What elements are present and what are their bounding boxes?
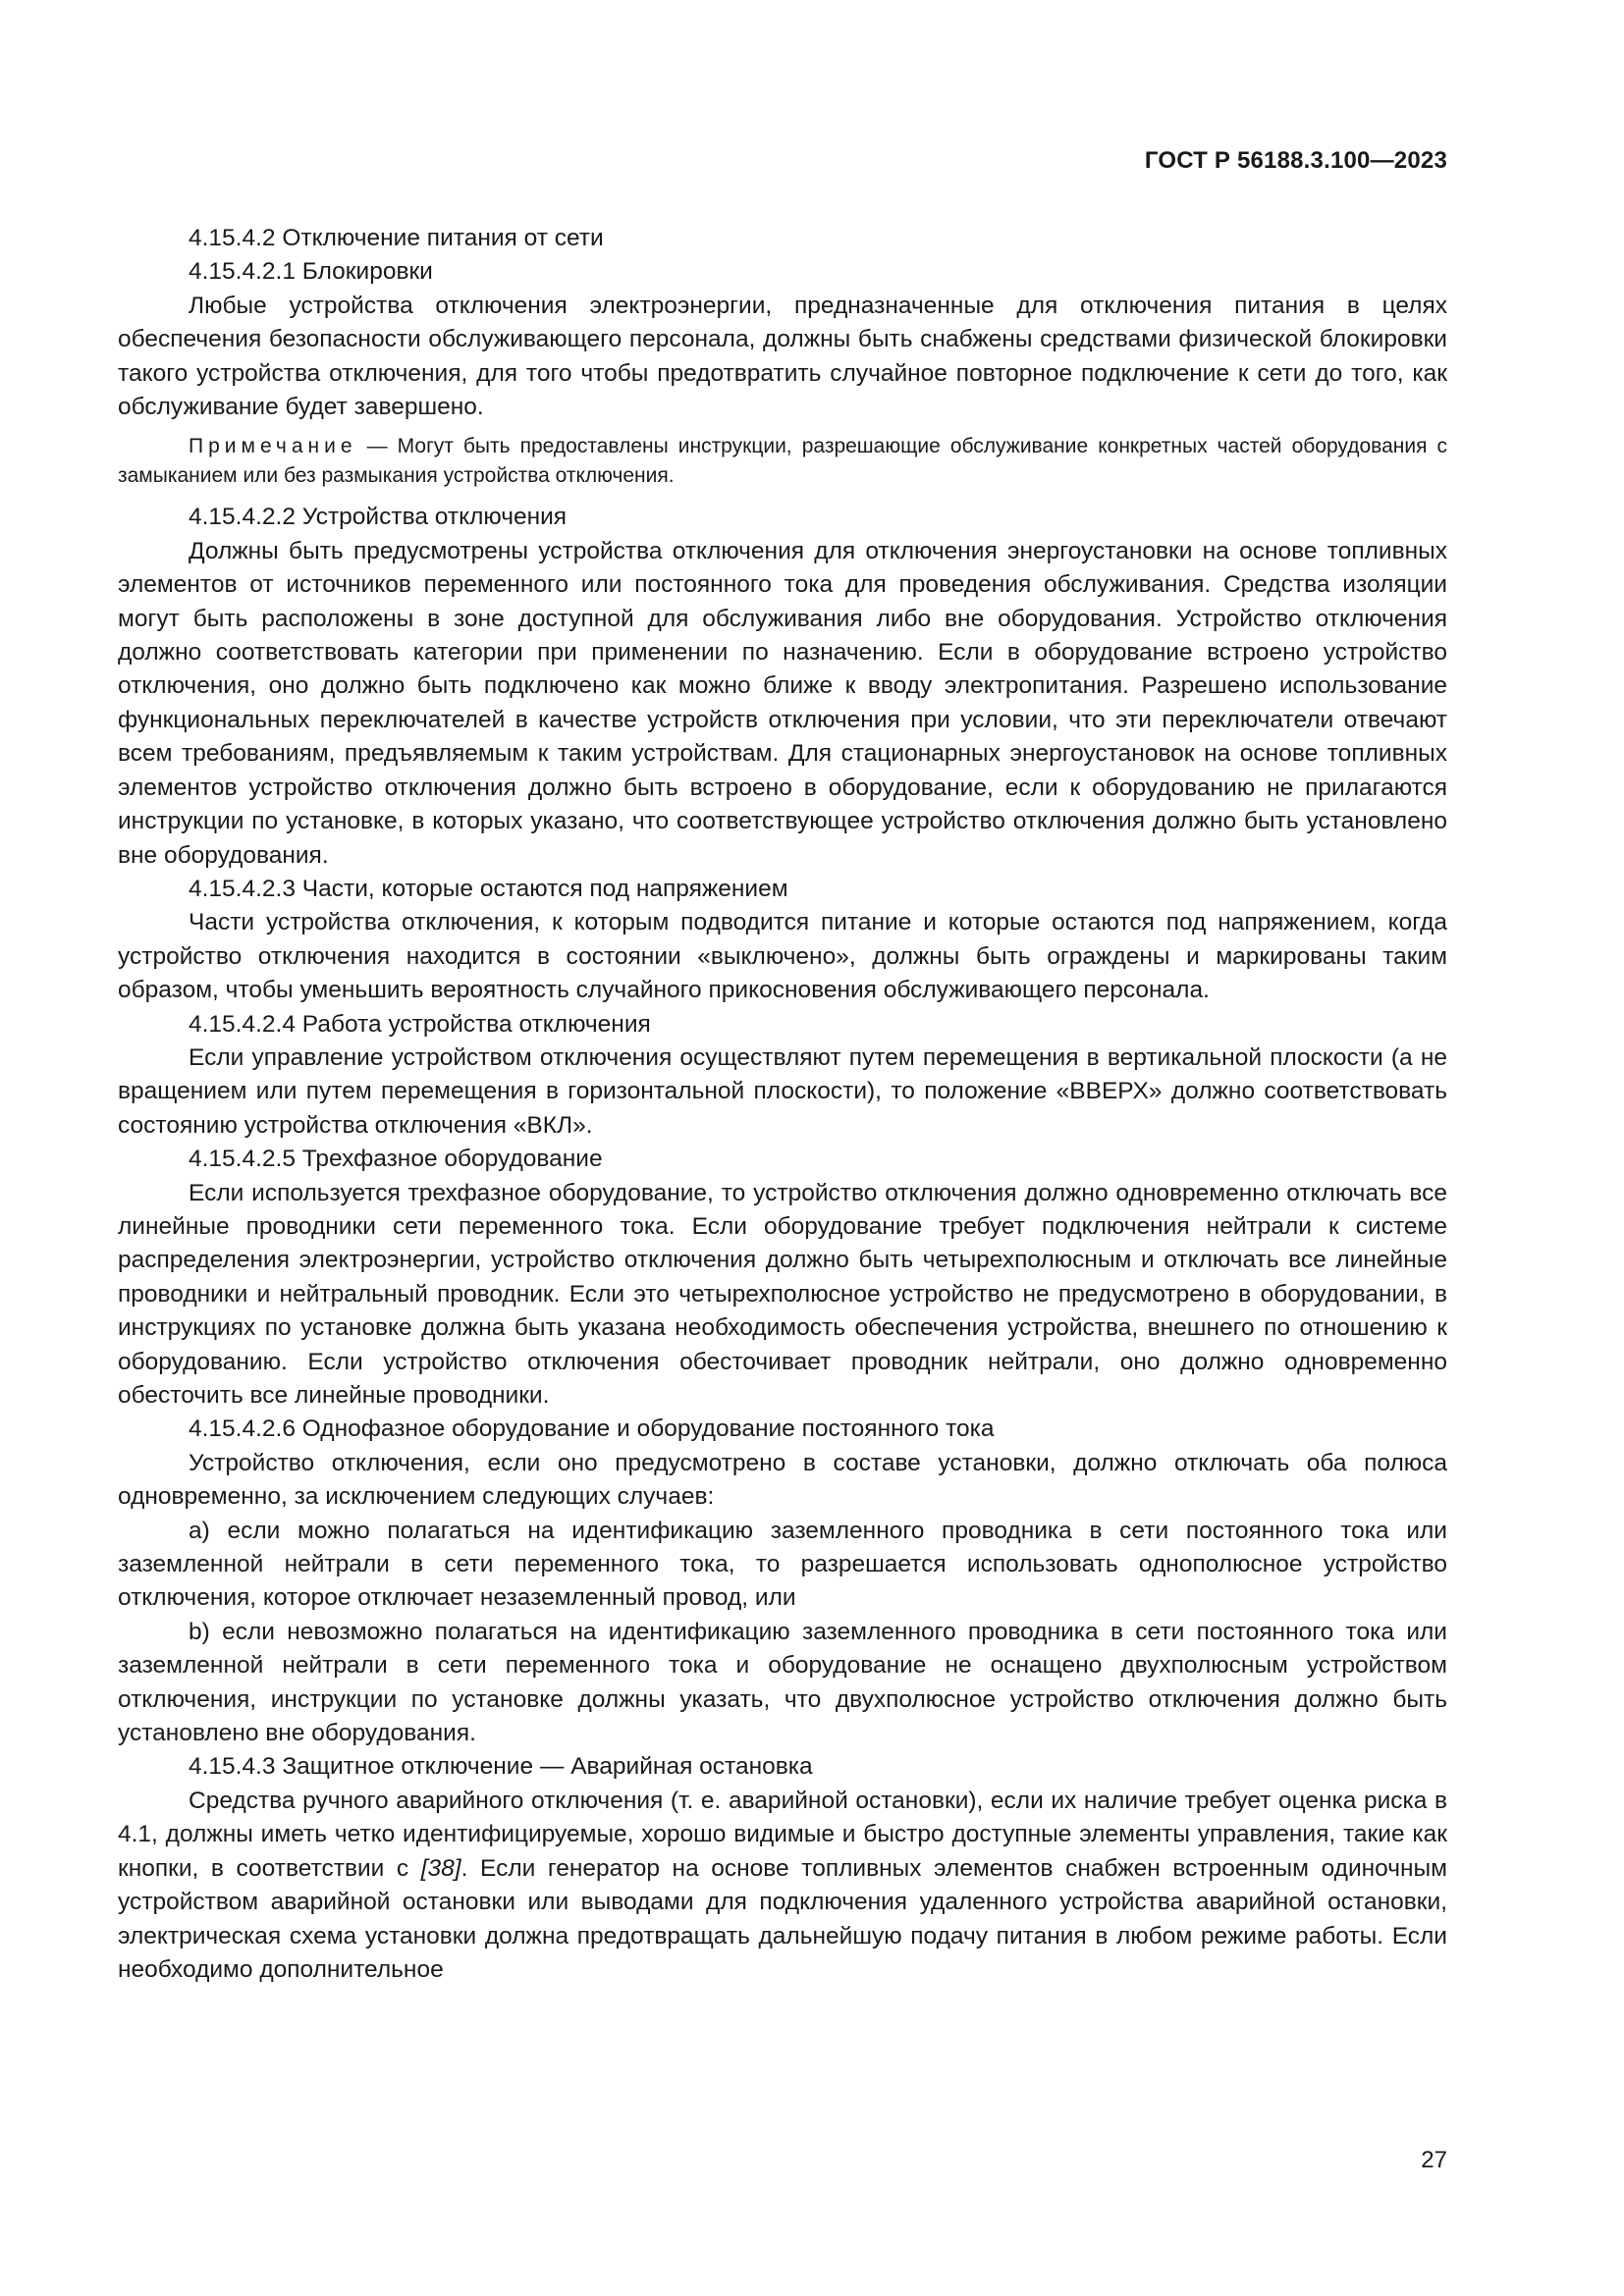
paragraph-live-parts: Части устройства отключения, к которым подводится питание и которые остаются под напряжением, когда устройство отключения находится в состоянии «выключено», должны быть ограждены и маркированы таким образом, чтобы уменьшить вероятность случайного прикосновения обслуживающего персонала. <box>118 909 1447 1004</box>
document-standard-id: ГОСТ Р 56188.3.100—2023 <box>1144 147 1447 174</box>
paragraph-disconnect-devices: Должны быть предусмотрены устройства отключения для отключения энергоустановки на основе топливных элементов от источников переменного или постоянного тока для проведения обслуживания. Средства изоляции могут быть расположены в зоне доступной для обслуживания либо вне оборудования. Устройство отключения должно соответствовать категории при применении по назначению. Если в оборудование встроено устройство отключения, оно должно быть подключено как можно ближе к вводу электропитания. Разрешено использование функциональных переключателей в качестве устройств отключения при условии, что эти переключатели отвечают всем требованиям, предъявляемым к таким устройствам. Для стационарных энергоустановок на основе топливных элементов устройство отключения должно быть встроено в оборудование, если к оборудованию не прилагаются инструкции по установке, в которых указано, что соответствующее устройство отключения должно быть установлено вне оборудования. <box>118 537 1447 869</box>
paragraph-blocking: Любые устройства отключения электроэнергии, предназначенные для отключения питания в целях обеспечения безопасности обслуживающего персонала, должны быть снабжены средствами физической блокировки такого устройства отключения, для того чтобы предотвратить случайное повторное подключение к сети до того, как обслуживание будет завершено. <box>118 292 1447 421</box>
document-body <box>118 222 1447 1987</box>
section-heading-4-15-4-3: 4.15.4.3 Защитное отключение — Аварийная остановка <box>189 1753 813 1781</box>
reference-link: [38] <box>420 1854 461 1882</box>
section-heading-4-15-4-2-1: 4.15.4.2.1 Блокировки <box>189 258 433 286</box>
page-number: 27 <box>1421 2147 1447 2173</box>
note-paragraph <box>118 432 1447 491</box>
emergency-stop-text-1: Средства ручного аварийного отключения (т. е. аварийной остановки), если их наличие требует оценка риска в 4.1, должны иметь четко идентифицируемые, хорошо видимые и быстро доступные элементы управления, такие как кнопки, в соответствии с <box>118 1787 1447 1882</box>
note-label: Примечание <box>189 435 357 458</box>
section-heading-4-15-4-2-4: 4.15.4.2.4 Работа устройства отключения <box>189 1010 651 1038</box>
note-text: — Могут быть предоставлены инструкции, разрешающие обслуживание конкретных частей оборудования с замыканием или без размыкания устройства отключения. <box>118 435 1447 488</box>
section-heading-4-15-4-2-3: 4.15.4.2.3 Части, которые остаются под напряжением <box>189 875 788 902</box>
paragraph-single-phase: Устройство отключения, если оно предусмотрено в составе установки, должно отключать оба полюса одновременно, за исключением следующих случаев: <box>118 1449 1447 1511</box>
paragraph-three-phase: Если используется трехфазное оборудование, то устройство отключения должно одновременно отключать все линейные проводники сети переменного тока. Если оборудование требует подключения нейтрали к системе распределения электроэнергии, устройство отключения должно быть четырехполюсным и отключать все линейные проводники и нейтральный проводник. Если это четырехполюсное устройство не предусмотрено в оборудовании, в инструкциях по установке должна быть указана необходимость обеспечения устройства, внешнего по отношению к оборудованию. Если устройство отключения обесточивает проводник нейтрали, оно должно одновременно обесточить все линейные проводники. <box>118 1179 1447 1409</box>
section-heading-4-15-4-2: 4.15.4.2 Отключение питания от сети <box>189 225 604 251</box>
paragraph-device-operation: Если управление устройством отключения осуществляют путем перемещения в вертикальной плоскости (а не вращением или путем перемещения в горизонтальной плоскости), то положение «ВВЕРХ» должно соответствовать состоянию устройства отключения «ВКЛ». <box>118 1043 1447 1139</box>
list-item-b: b) если невозможно полагаться на идентификацию заземленного проводника в сети постоянного тока или заземленной нейтрали в сети переменного тока и оборудование не оснащено двухполюсным устройством отключения, инструкции по установке должны указать, что двухполюсное устройство отключения должно быть установлено вне оборудования. <box>118 1618 1447 1747</box>
section-heading-4-15-4-2-5: 4.15.4.2.5 Трехфазное оборудование <box>189 1146 603 1173</box>
section-heading-4-15-4-2-2: 4.15.4.2.2 Устройства отключения <box>189 504 568 531</box>
paragraph-emergency-stop <box>118 1785 1447 1987</box>
section-heading-4-15-4-2-6: 4.15.4.2.6 Однофазное оборудование и оборудование постоянного тока <box>189 1415 995 1443</box>
list-item-a: a) если можно полагаться на идентификацию заземленного проводника в сети постоянного тока или заземленной нейтрали в сети переменного тока, то разрешается использовать однополюсное устройство отключения, которое отключает незаземленный провод, или <box>118 1517 1447 1612</box>
emergency-stop-text-2: . Если генератор на основе топливных элементов снабжен встроенным одиночным устройством аварийной остановки или выводами для подключения удаленного устройства аварийной остановки, электрическая схема установки должна предотвращать дальнейшую подачу питания в любом режиме работы. Если необходимо дополнительное <box>118 1854 1447 1983</box>
